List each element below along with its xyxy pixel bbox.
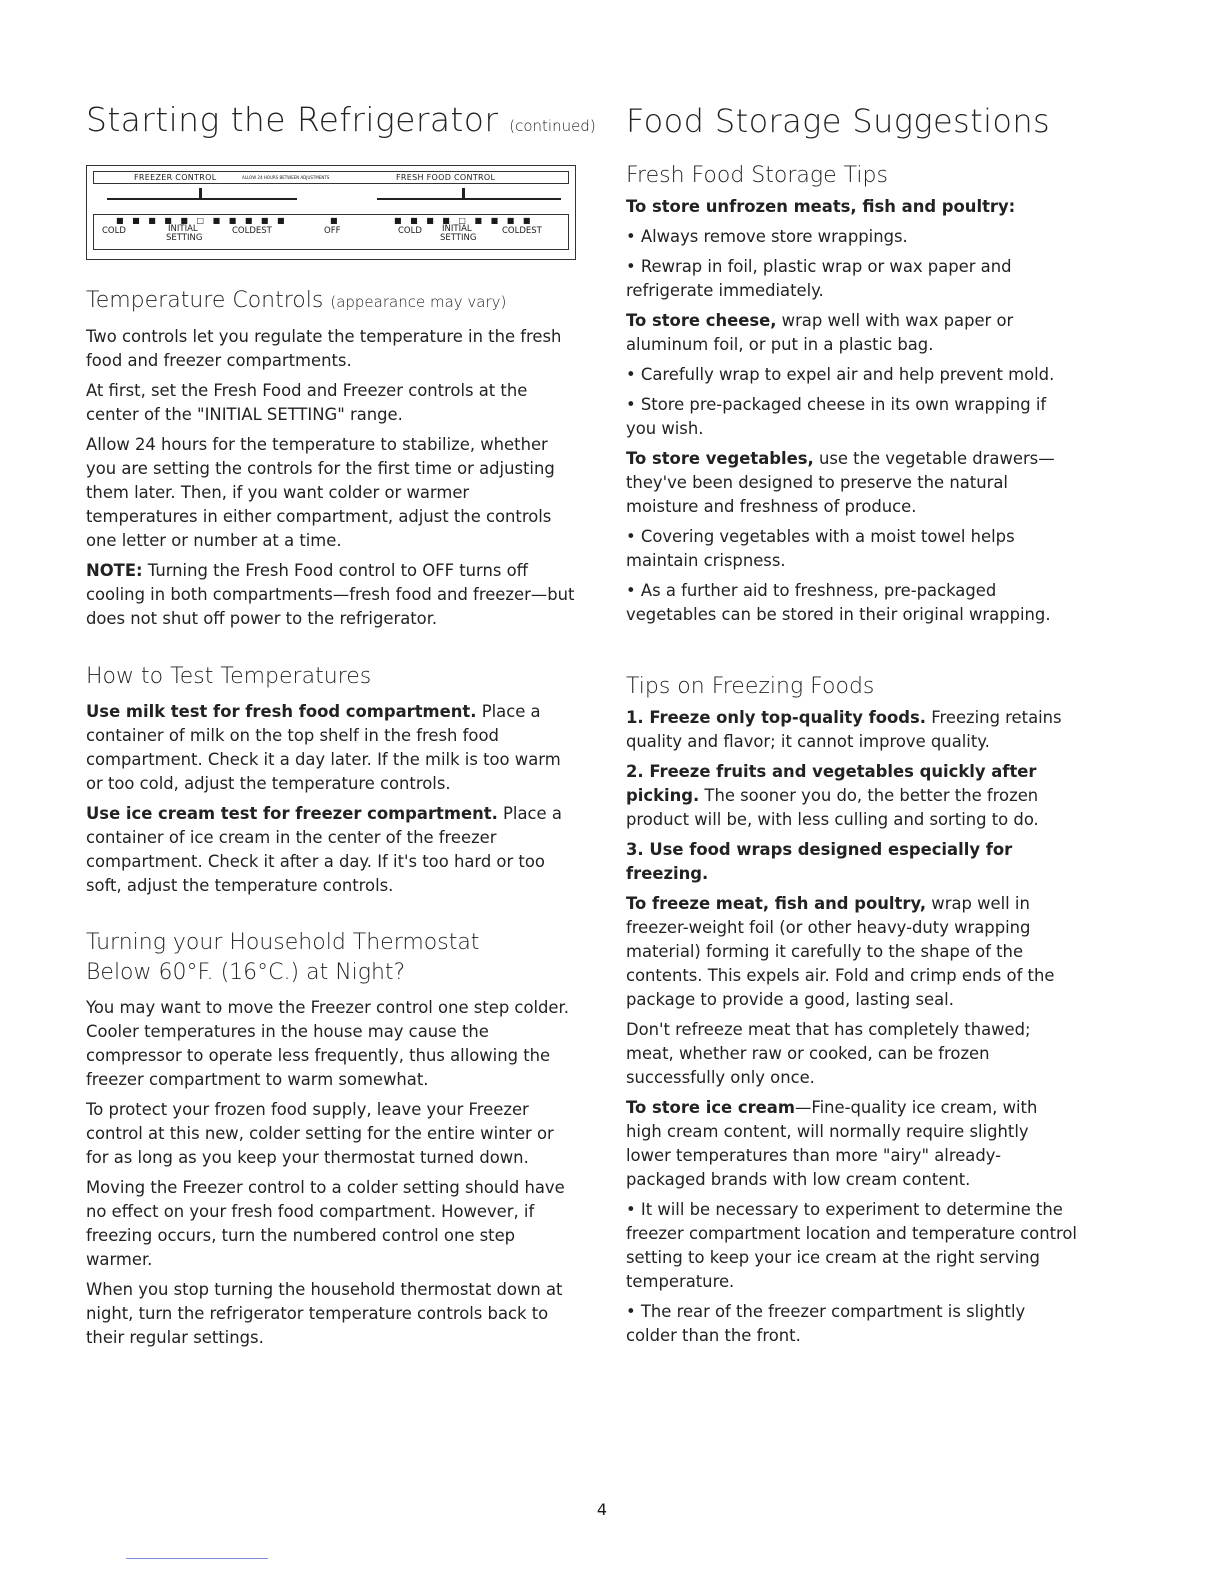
- freeze-meat-lead: To freeze meat, fish and poultry,: [626, 894, 927, 913]
- temperature-controls-p3: Allow 24 hours for the temperature to stabilize, whether you are setting the controls for the first time or adjusting them later. Then, if you want colder or warmer temperatures in either compartment, adjust the controls one letter or number at a time.: [86, 435, 555, 550]
- ice-cream-bullet-1: • It will be necessary to experiment to determine the freezer compartment location and temperature control setting to keep your ice cream at the right serving temperature.: [626, 1200, 1077, 1291]
- freezer-initial-label: INITIAL: [168, 224, 198, 234]
- cheese-text: wrap well with wax paper or aluminum foil, or put in a plastic bag.: [626, 311, 1014, 354]
- temperature-controls-note: [86, 559, 576, 631]
- freezer-control-label: FREEZER CONTROL: [134, 173, 217, 182]
- freezer-scale-marks: ■ ■ ■ ■ ■ □ ■ ■ ■ ■ ■: [116, 216, 288, 225]
- fresh-food-tips-section: [626, 161, 1078, 633]
- freezing-tip-1: [626, 706, 1078, 754]
- control-panel-illustration: [86, 165, 576, 260]
- vegetables-paragraph: [626, 447, 1078, 519]
- milk-test-paragraph: [86, 700, 576, 796]
- freezing-tip-3: 3. Use food wraps designed especially for freezing.: [626, 840, 1013, 883]
- freezing-tips-heading: Tips on Freezing Foods: [626, 674, 875, 699]
- temperature-controls-heading-text: Temperature Controls: [86, 288, 324, 313]
- off-mark: ■: [330, 216, 341, 225]
- temperature-controls-p1: Two controls let you regulate the temperature in the fresh food and freezer compartments.: [86, 327, 562, 370]
- thermostat-heading-line1: Turning your Household Thermostat: [86, 930, 480, 955]
- ice-cream-storage-text: —Fine-quality ice cream, with high cream content, will normally require slightly lower temperatures than more "airy" already-packaged brands with low cream content.: [626, 1098, 1038, 1189]
- temperature-controls-section: [86, 286, 576, 637]
- fresh-initial-label: INITIAL: [442, 224, 472, 234]
- note-label: NOTE:: [86, 561, 143, 580]
- fresh-coldest-label: COLDEST: [502, 226, 542, 236]
- page-number: 4: [596, 1500, 608, 1519]
- fresh-food-tips-heading: Fresh Food Storage Tips: [626, 163, 888, 188]
- cheese-bullet-1: • Carefully wrap to expel air and help prevent mold.: [626, 365, 1055, 384]
- ice-cream-bullet-2: • The rear of the freezer compartment is slightly colder than the front.: [626, 1302, 1026, 1345]
- milk-test-text: Place a container of milk on the top shelf in the fresh food compartment. Check it a day later. If the milk is too warm or too cold, adjust the temperature controls.: [86, 702, 561, 793]
- off-label: OFF: [324, 226, 341, 236]
- thermostat-p4: When you stop turning the household thermostat down at night, turn the refrigerator temperature controls back to their regular settings.: [86, 1280, 563, 1347]
- cheese-paragraph: [626, 309, 1078, 357]
- adjustment-note: ALLOW 24 HOURS BETWEEN ADJUSTMENTS: [242, 175, 330, 180]
- cheese-lead: To store cheese,: [626, 311, 777, 330]
- freezer-coldest-label: COLDEST: [232, 226, 272, 236]
- thermostat-p2: To protect your frozen food supply, leave your Freezer control at this new, colder setting for the entire winter or for as long as you keep your thermostat turned down.: [86, 1100, 554, 1167]
- freezing-tip-2-text: The sooner you do, the better the frozen product will be, with less culling and sorting to do.: [626, 786, 1039, 829]
- left-page-title: [86, 100, 596, 139]
- freezing-tip-1-text: Freezing retains quality and flavor; it cannot improve quality.: [626, 708, 1062, 751]
- fresh-setting-label: SETTING: [440, 233, 477, 243]
- meats-bullet-2: • Rewrap in foil, plastic wrap or wax paper and refrigerate immediately.: [626, 257, 1012, 300]
- right-page-title: Food Storage Suggestions: [626, 102, 1051, 140]
- left-title-suffix: (continued): [509, 117, 596, 135]
- vegetables-text: use the vegetable drawers—they've been designed to preserve the natural moisture and freshness of produce.: [626, 449, 1055, 516]
- thermostat-heading-line2: Below 60°F. (16°C.) at Night?: [86, 960, 406, 985]
- footer-rule: [126, 1558, 268, 1559]
- freezing-tip-1-lead: 1. Freeze only top-quality foods.: [626, 708, 927, 727]
- freezing-tips-section: [626, 672, 1078, 1354]
- freezing-tip-2: [626, 760, 1078, 832]
- refreeze-paragraph: Don't refreeze meat that has completely thawed; meat, whether raw or cooked, can be frozen successfully only once.: [626, 1020, 1031, 1087]
- left-title-main: Starting the Refrigerator: [86, 100, 499, 139]
- ice-cream-test-paragraph: [86, 802, 576, 898]
- control-panel-header: [93, 171, 569, 184]
- test-temperatures-section: [86, 662, 576, 904]
- test-temperatures-heading: How to Test Temperatures: [86, 664, 372, 689]
- ice-cream-test-text: Place a container of ice cream in the center of the freezer compartment. Check it after a day. If it's too hard or too soft, adjust the temperature controls.: [86, 804, 562, 895]
- freezer-cold-label: COLD: [102, 226, 126, 236]
- fresh-food-slider-track: [377, 198, 561, 200]
- vegetables-bullet-1: • Covering vegetables with a moist towel helps maintain crispness.: [626, 527, 1015, 570]
- ice-cream-storage-lead: To store ice cream: [626, 1098, 795, 1117]
- fresh-scale-marks: ■ ■ ■ ■ □ ■ ■ ■ ■: [394, 216, 534, 225]
- thermostat-p3: Moving the Freezer control to a colder setting should have no effect on your fresh food compartment. However, if freezing occurs, turn the numbered control one step warmer.: [86, 1178, 565, 1269]
- milk-test-lead: Use milk test for fresh food compartment.: [86, 702, 477, 721]
- meats-heading: To store unfrozen meats, fish and poultry:: [626, 197, 1016, 216]
- temperature-controls-p2: At first, set the Fresh Food and Freezer controls at the center of the "INITIAL SETTING" range.: [86, 381, 528, 424]
- thermostat-p1: You may want to move the Freezer control one step colder. Cooler temperatures in the house may cause the compressor to operate less frequently, thus allowing the freezer compartment to warm somewhat.: [86, 998, 569, 1089]
- freeze-meat-text: wrap well in freezer-weight foil (or other heavy-duty wrapping material) forming it carefully to the shape of the contents. This expels air. Fold and crimp ends of the package to provide a good, lasting seal.: [626, 894, 1055, 1009]
- freezing-tip-2-lead: 2. Freeze fruits and vegetables quickly after picking.: [626, 762, 1037, 805]
- cheese-bullet-2: • Store pre-packaged cheese in its own wrapping if you wish.: [626, 395, 1047, 438]
- vegetables-bullet-2: • As a further aid to freshness, pre-packaged vegetables can be stored in their original wrapping.: [626, 581, 1051, 624]
- control-panel-scale: [93, 214, 569, 250]
- fresh-food-control-label: FRESH FOOD CONTROL: [396, 173, 496, 182]
- note-text: Turning the Fresh Food control to OFF turns off cooling in both compartments—fresh food and freezer—but does not shut off power to the refrigerator.: [86, 561, 575, 628]
- fresh-food-slider-knob: [462, 188, 465, 200]
- vegetables-lead: To store vegetables,: [626, 449, 814, 468]
- freezer-slider-track: [107, 198, 297, 200]
- freeze-meat-paragraph: [626, 892, 1078, 1012]
- freezer-slider-knob: [199, 188, 202, 200]
- ice-cream-storage-paragraph: [626, 1096, 1078, 1192]
- ice-cream-test-lead: Use ice cream test for freezer compartment.: [86, 804, 498, 823]
- fresh-cold-label: COLD: [398, 226, 422, 236]
- freezer-setting-label: SETTING: [166, 233, 203, 243]
- thermostat-section: [86, 928, 576, 1356]
- temperature-controls-heading-note: (appearance may vary): [330, 293, 507, 311]
- meats-bullet-1: • Always remove store wrappings.: [626, 227, 908, 246]
- temperature-controls-heading: [86, 286, 576, 317]
